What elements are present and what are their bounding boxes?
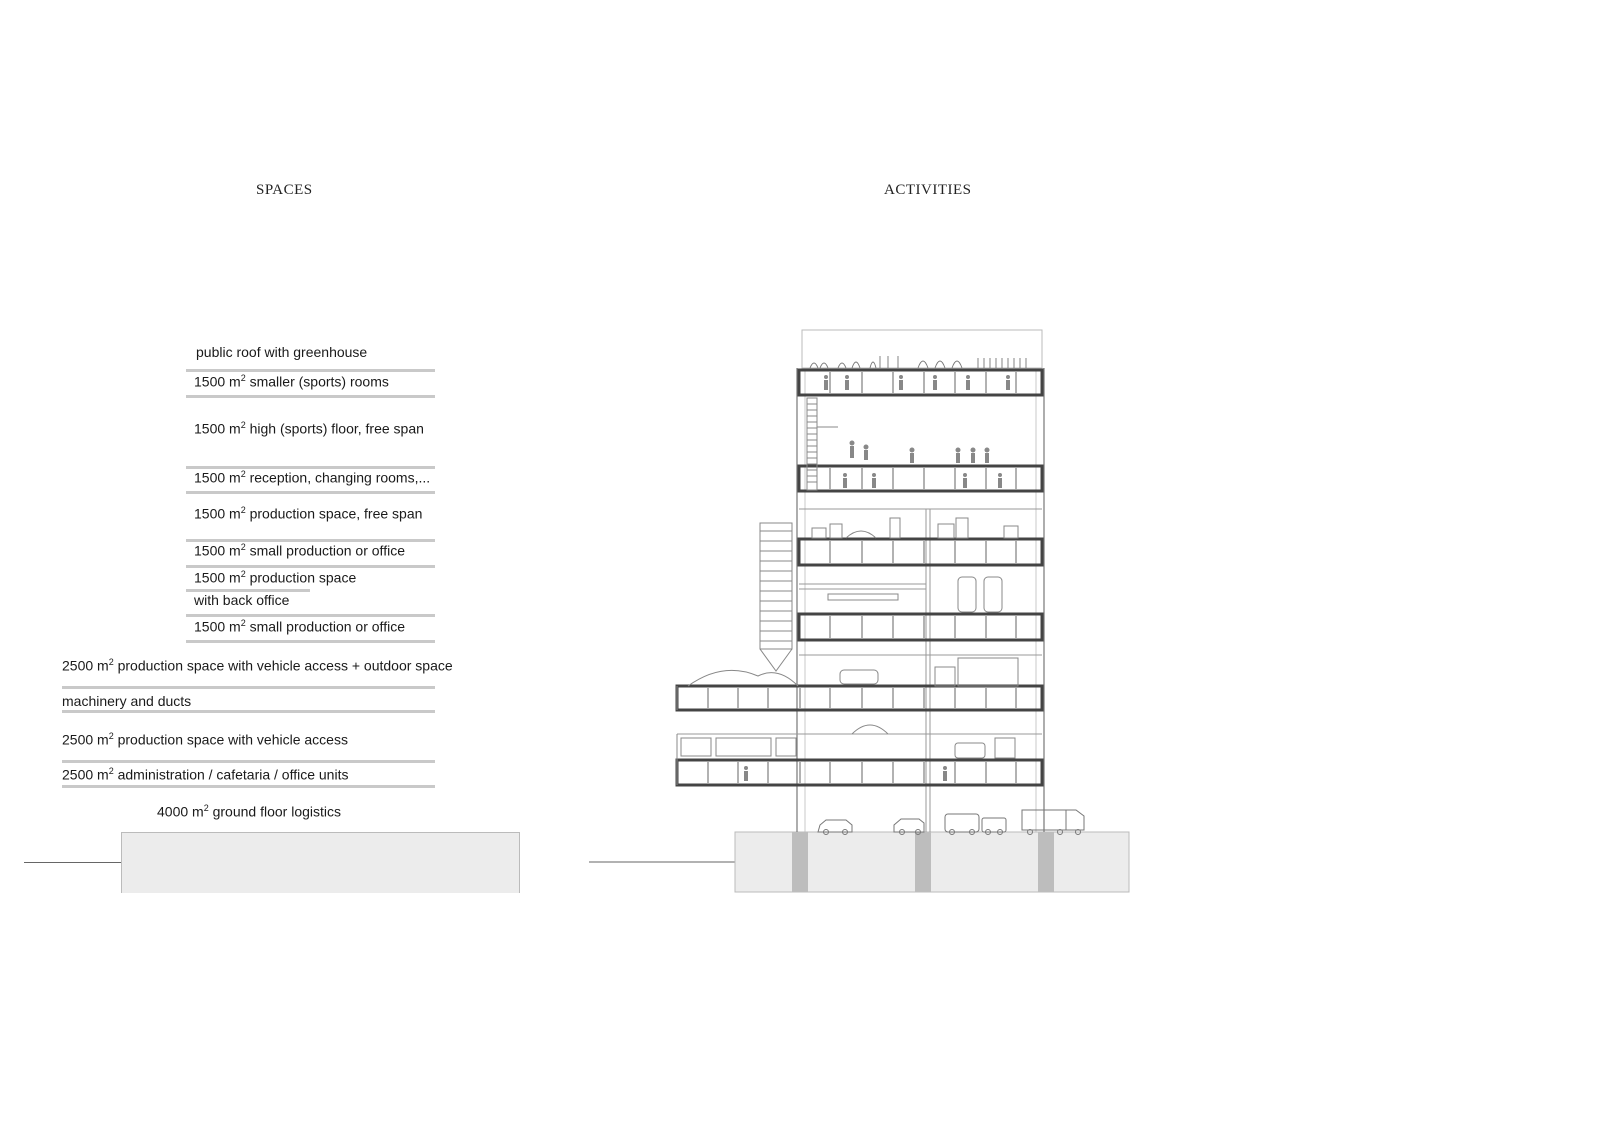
area-unit-superscript: 2 (240, 420, 246, 430)
production-equipment (812, 518, 1018, 758)
spaces-heading: SPACES (256, 182, 313, 198)
area-unit-superscript: 2 (203, 803, 209, 813)
machinery-label: machinery and ducts (62, 693, 192, 709)
space-description: small production or office (245, 618, 405, 635)
area-unit-superscript: 2 (240, 542, 246, 552)
area-value: 1500 m (194, 542, 241, 559)
area-value: 1500 m (194, 373, 241, 390)
area-value: 2500 m (62, 657, 109, 674)
space-description: production space with vehicle access (113, 731, 348, 748)
area-value: 1500 m (194, 505, 241, 522)
people-figures (744, 375, 1010, 781)
activities-heading: ACTIVITIES (884, 182, 972, 198)
area-unit-superscript: 2 (240, 569, 246, 579)
space-description: production space, free span (245, 505, 423, 522)
lower-wing (677, 686, 796, 785)
space-description: reception, changing rooms,... (245, 469, 431, 486)
foundation-pile (1038, 832, 1054, 892)
roof-greenhouse-frame (802, 330, 1042, 368)
space-description: production space (245, 569, 357, 586)
area-unit-superscript: 2 (108, 731, 114, 741)
area-unit-superscript: 2 (240, 469, 246, 479)
back-office-label: with back office (194, 592, 290, 608)
space-description: ground floor logistics (208, 803, 342, 820)
area-value: 4000 m (157, 803, 204, 820)
space-description: smaller (sports) rooms (245, 373, 389, 390)
area-unit-superscript: 2 (240, 618, 246, 628)
roof-plants (810, 356, 1026, 368)
foundation-pile (915, 832, 931, 892)
foundation-pile (792, 832, 808, 892)
area-unit-superscript: 2 (240, 505, 246, 515)
area-value: 1500 m (194, 618, 241, 635)
floor-lines (677, 509, 1042, 734)
area-value: 2500 m (62, 766, 109, 783)
area-value: 1500 m (194, 469, 241, 486)
area-value: 1500 m (194, 569, 241, 586)
staircase (807, 398, 838, 490)
space-description: small production or office (245, 542, 405, 559)
area-value: 2500 m (62, 731, 109, 748)
silo (688, 523, 798, 686)
space-description: high (sports) floor, free span (245, 420, 424, 437)
space-description: administration / cafetaria / office units (113, 766, 349, 783)
area-value: 1500 m (194, 420, 241, 437)
area-unit-superscript: 2 (108, 657, 114, 667)
area-unit-superscript: 2 (108, 766, 114, 776)
space-description: production space with vehicle access + outdoor space (113, 657, 453, 674)
area-unit-superscript: 2 (240, 373, 246, 383)
roof-label: public roof with greenhouse (196, 344, 368, 360)
